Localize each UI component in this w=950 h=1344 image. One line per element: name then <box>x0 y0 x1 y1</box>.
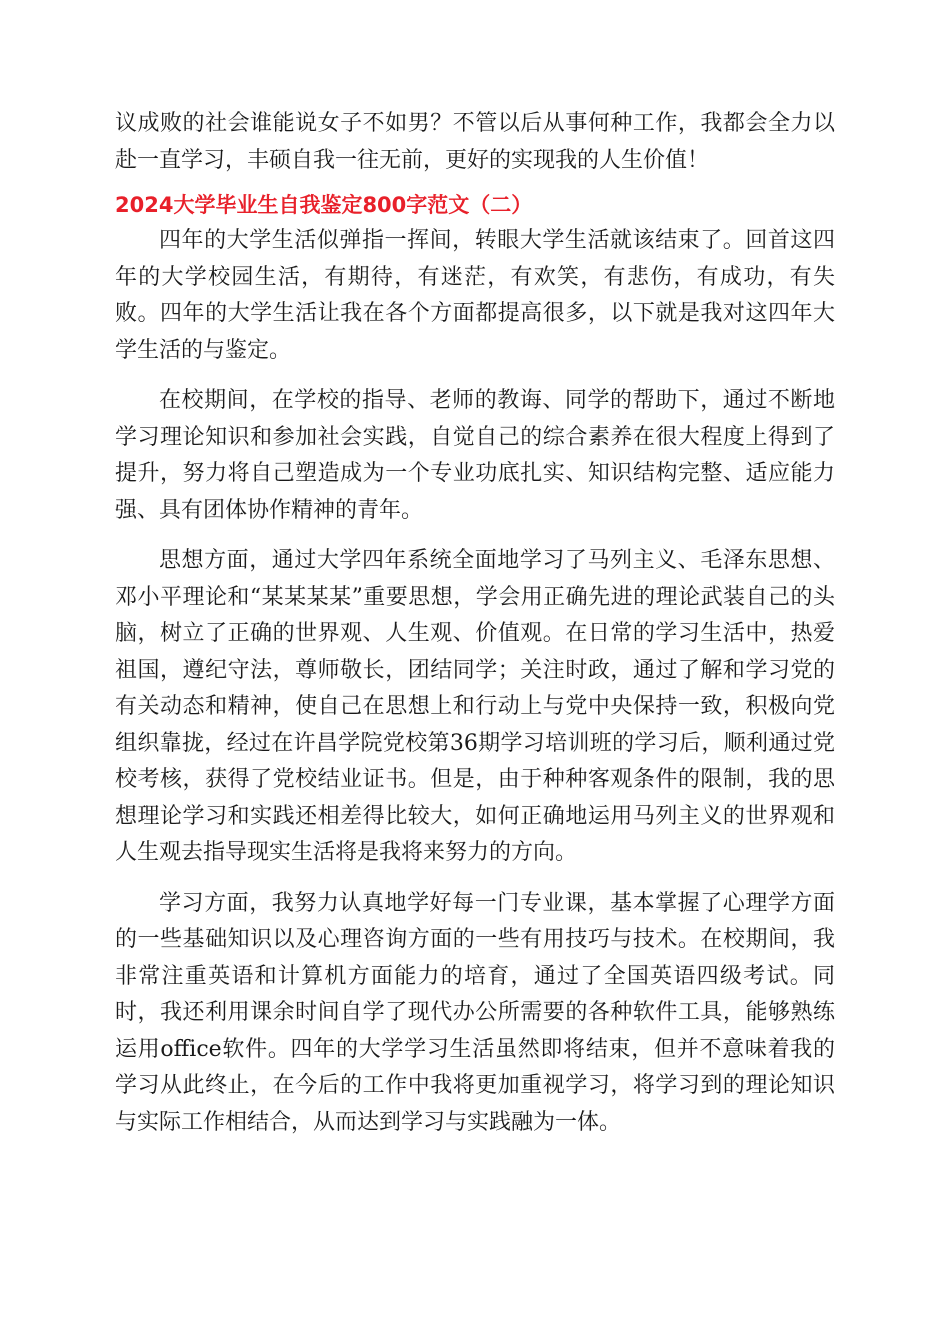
paragraph-2: 在校期间，在学校的指导、老师的教诲、同学的帮助下，通过不断地学习理论知识和参加社会实践，自觉自己的综合素养在很大程度上得到了提升，努力将自己塑造成为一个专业功底扎实、知识结构完整、适应能力强、具有团体协作精神的青年。 <box>115 388 835 523</box>
paragraph-3: 思想方面，通过大学四年系统全面地学习了马列主义、毛泽东思想、邓小平理论和“某某某某”重要思想，学会用正确先进的理论武装自己的头脑，树立了正确的世界观、人生观、价值观。在日常的学习生活中，热爱祖国，遵纪守法，尊师敬长，团结同学；关注时政，通过了解和学习党的有关动态和精神，使自己在思想上和行动上与党中央保持一致，积极向党组织靠拢，经过在许昌学院党校第36期学习培训班的学习后，顺利通过党校考核，获得了党校结业证书。但是，由于种种客观条件的限制，我的思想理论学习和实践还相差得比较大，如何正确地运用马列主义的世界观和人生观去指导现实生活将是我将来努力的方向。 <box>115 548 835 865</box>
paragraph-1: 四年的大学生活似弹指一挥间，转眼大学生活就该结束了。回首这四年的大学校园生活，有期待，有迷茫，有欢笑，有悲伤，有成功，有失败。四年的大学生活让我在各个方面都提高很多，以下就是我对这四年大学生活的与鉴定。 <box>115 228 835 363</box>
paragraph-4: 学习方面，我努力认真地学好每一门专业课，基本掌握了心理学方面的一些基础知识以及心理咨询方面的一些有用技巧与技术。在校期间，我非常注重英语和计算机方面能力的培育，通过了全国英语四级考试。同时，我还利用课余时间自学了现代办公所需要的各种软件工具，能够熟练运用office软件。四年的大学学习生活虽然即将结束，但并不意味着我的学习从此终止，在今后的工作中我将更加重视学习，将学习到的理论知识与实际工作相结合，从而达到学习与实践融为一体。 <box>115 890 835 1135</box>
intro-paragraph: 议成败的社会谁能说女子不如男？不管以后从事何种工作，我都会全力以赴一直学习，丰硕自我一往无前，更好的实现我的人生价值！ <box>115 111 835 173</box>
document-body <box>115 106 835 1141</box>
section-heading: 2024大学毕业生自我鉴定800字范文（二） <box>115 193 533 217</box>
